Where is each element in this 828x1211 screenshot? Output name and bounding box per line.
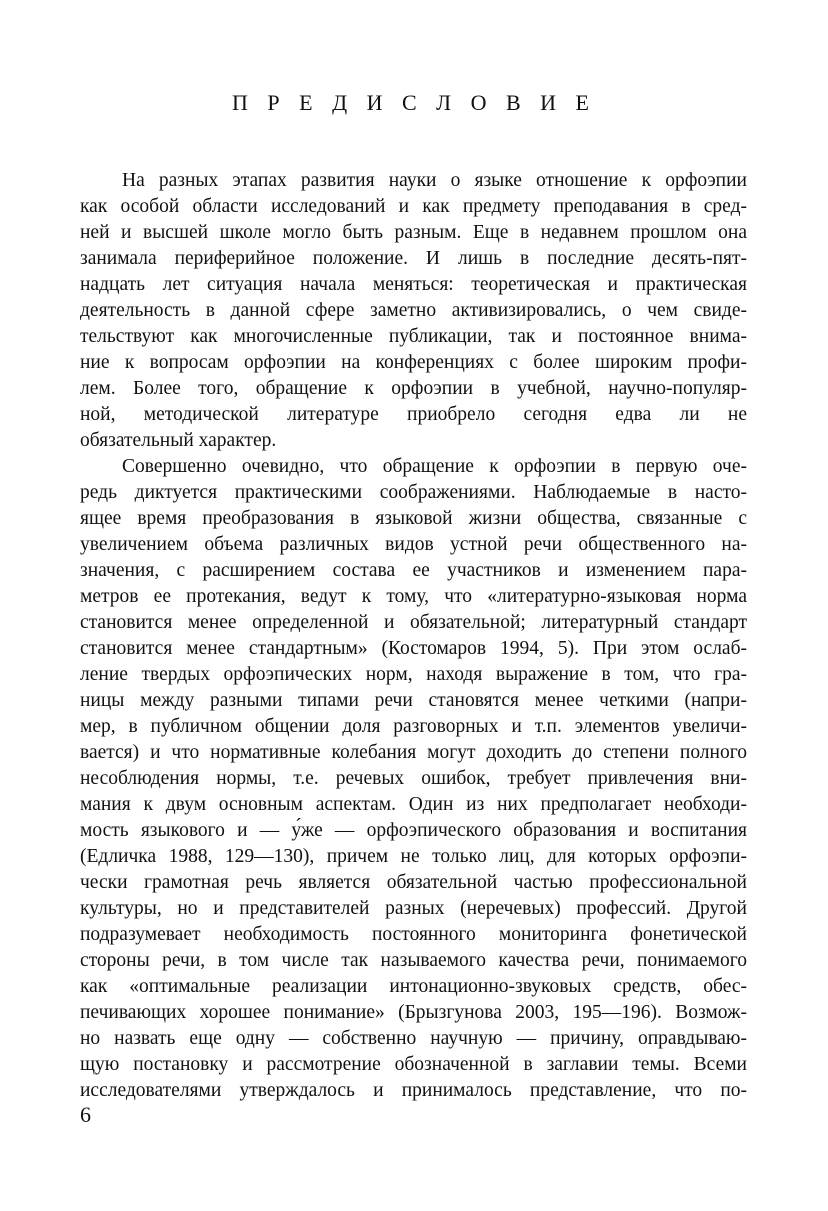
text-line: деятельность в данной сфере заметно активизировались, о чем свиде- — [80, 300, 747, 321]
text-line: ницы между разными типами речи становятся менее четкими (напри- — [80, 690, 747, 711]
text-line: обязательный характер. — [80, 430, 277, 451]
text-line: тельствуют как многочисленные публикации, так и постоянное внима- — [80, 326, 747, 347]
text-line: метров ее протекания, ведут к тому, что «литературно-языковая норма — [80, 586, 747, 607]
text-line: (Едличка 1988, 129—130), причем не только лиц, для которых орфоэпи- — [80, 846, 747, 867]
text-line: становится менее стандартным» (Костомаров 1994, 5). При этом ослаб- — [80, 638, 747, 659]
text-line: редь диктуется практическими соображениями. Наблюдаемые в насто- — [80, 482, 747, 503]
text-line: увеличением объема различных видов устной речи общественного на- — [80, 534, 747, 555]
text-line: как «оптимальные реализации интонационно-звуковых средств, обес- — [80, 976, 747, 997]
text-line: мость языкового и — у́же — орфоэпического образования и воспитания — [80, 820, 747, 841]
text-line: ление твердых орфоэпических норм, находя выражение в том, что гра- — [80, 664, 747, 685]
text-line: На разных этапах развития науки о языке отношение к орфоэпии — [122, 170, 747, 191]
text-line: культуры, но и представителей разных (неречевых) профессий. Другой — [80, 898, 747, 919]
text-line: исследователями утверждалось и принималось представление, что по- — [80, 1080, 747, 1101]
text-line: значения, с расширением состава ее участников и изменением пара- — [80, 560, 747, 581]
text-line: ной, методической литературе приобрело сегодня едва ли не — [80, 404, 747, 425]
text-line: ней и высшей школе могло быть разным. Еще в недавнем прошлом она — [80, 222, 747, 243]
text-line: ящее время преобразования в языковой жизни общества, связанные с — [80, 508, 747, 529]
text-line: стороны речи, в том числе так называемого качества речи, понимаемого — [80, 950, 747, 971]
text-line: чески грамотная речь является обязательной частью профессиональной — [80, 872, 747, 893]
text-line: но назвать еще одну — собственно научную — причину, оправдываю- — [80, 1028, 747, 1049]
text-line: подразумевает необходимость постоянного мониторинга фонетической — [80, 924, 747, 945]
text-line: как особой области исследований и как предмету преподавания в сред- — [80, 196, 747, 217]
text-line: вается) и что нормативные колебания могут доходить до степени полного — [80, 742, 747, 763]
text-line: ние к вопросам орфоэпии на конференциях с более широким профи- — [80, 352, 747, 373]
text-line: мер, в публичном общении доля разговорных и т.п. элементов увеличи- — [80, 716, 747, 737]
page-title: П Р Е Д И С Л О В И Е — [232, 90, 596, 115]
text-line: лем. Более того, обращение к орфоэпии в учебной, научно-популяр- — [80, 378, 747, 399]
text-line: надцать лет ситуация начала меняться: теоретическая и практическая — [80, 274, 747, 295]
text-line: Совершенно очевидно, что обращение к орфоэпии в первую оче- — [122, 456, 747, 477]
text-line: мания к двум основным аспектам. Один из них предполагает необходи- — [80, 794, 747, 815]
text-line: несоблюдения нормы, т.е. речевых ошибок, требует привлечения вни- — [80, 768, 747, 789]
text-line: становится менее определенной и обязательной; литературный стандарт — [80, 612, 747, 633]
page-number: 6 — [80, 1102, 91, 1127]
text-line: щую постановку и рассмотрение обозначенной в заглавии темы. Всеми — [80, 1054, 747, 1075]
text-line: занимала периферийное положение. И лишь в последние десять-пят- — [80, 248, 747, 269]
text-line: печивающих хорошее понимание» (Брызгунова 2003, 195—196). Возмож- — [80, 1002, 747, 1023]
